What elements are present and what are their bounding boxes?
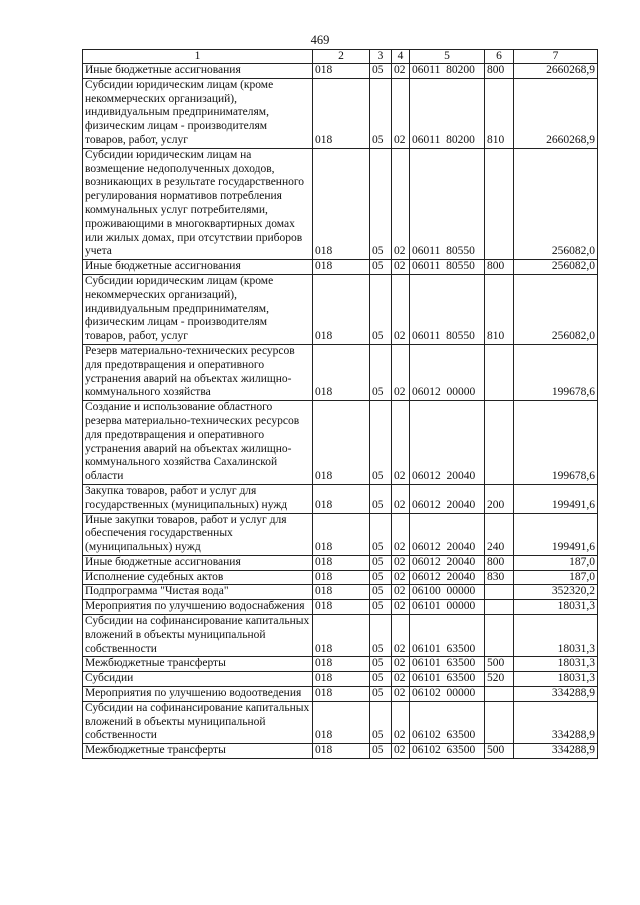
row-admin-code: 018 [313,672,370,687]
row-section: 05 [370,148,392,259]
row-section: 05 [370,274,392,344]
row-target-article: 06101 00000 [410,600,485,615]
table-row [83,260,598,275]
row-expense-type: 240 [485,513,514,555]
row-section: 05 [370,615,392,657]
row-expense-type [485,401,514,485]
row-subsection: 02 [392,555,410,570]
header-cell: 4 [392,50,410,64]
header-row [83,50,598,64]
table-row [83,484,598,513]
row-expense-type [485,148,514,259]
row-admin-code: 018 [313,64,370,79]
row-section: 05 [370,600,392,615]
table-row [83,672,598,687]
row-amount: 334288,9 [514,701,598,743]
row-subsection: 02 [392,484,410,513]
row-expense-type: 830 [485,570,514,585]
row-section: 05 [370,260,392,275]
row-expense-type [485,344,514,400]
header-cell: 7 [514,50,598,64]
row-name: Закупка товаров, работ и услуг для государственных (муниципальных) нужд [83,484,313,513]
row-admin-code: 018 [313,687,370,702]
row-expense-type: 810 [485,78,514,148]
table-row [83,513,598,555]
row-subsection: 02 [392,344,410,400]
header-cell: 5 [410,50,485,64]
row-admin-code: 018 [313,555,370,570]
row-admin-code: 018 [313,744,370,759]
row-target-article: 06012 00000 [410,344,485,400]
row-admin-code: 018 [313,600,370,615]
row-subsection: 02 [392,600,410,615]
row-expense-type [485,585,514,600]
row-name: Субсидии юридическим лицам (кроме некоммерческих организаций), индивидуальным предпринимателям, физическим лицам - производителям товаров, работ, услуг [83,78,313,148]
row-expense-type [485,687,514,702]
row-name: Субсидии юридическим лицам на возмещение недополученных доходов, возникающих в результате государственного регулирования нормативов потребления коммунальных услуг потребителями, проживающими в многоквартирных домах или жилых домах, при отсутствии приборов учета [83,148,313,259]
table-row [83,344,598,400]
row-target-article: 06011 80550 [410,260,485,275]
row-name: Межбюджетные трансферты [83,657,313,672]
row-target-article: 06102 63500 [410,701,485,743]
row-subsection: 02 [392,615,410,657]
row-target-article: 06012 20040 [410,513,485,555]
row-subsection: 02 [392,657,410,672]
row-section: 05 [370,687,392,702]
row-admin-code: 018 [313,401,370,485]
table-row [83,148,598,259]
table-row [83,615,598,657]
row-expense-type: 500 [485,744,514,759]
table-row [83,600,598,615]
row-name: Иные бюджетные ассигнования [83,260,313,275]
row-name: Иные бюджетные ассигнования [83,64,313,79]
row-subsection: 02 [392,570,410,585]
row-amount: 334288,9 [514,687,598,702]
row-target-article: 06012 20040 [410,570,485,585]
row-name: Мероприятия по улучшению водоснабжения [83,600,313,615]
table-row [83,701,598,743]
budget-table [82,49,598,759]
row-target-article: 06101 63500 [410,657,485,672]
row-amount: 187,0 [514,555,598,570]
row-section: 05 [370,484,392,513]
row-target-article: 06011 80200 [410,64,485,79]
row-target-article: 06011 80200 [410,78,485,148]
row-name: Мероприятия по улучшению водоотведения [83,687,313,702]
row-target-article: 06011 80550 [410,274,485,344]
row-amount: 2660268,9 [514,64,598,79]
row-target-article: 06011 80550 [410,148,485,259]
row-expense-type: 800 [485,555,514,570]
row-admin-code: 018 [313,570,370,585]
row-target-article: 06102 63500 [410,744,485,759]
row-name: Иные закупки товаров, работ и услуг для обеспечения государственных (муниципальных) нужд [83,513,313,555]
table-row [83,657,598,672]
row-name: Субсидии на софинансирование капитальных вложений в объекты муниципальной собственности [83,701,313,743]
row-amount: 352320,2 [514,585,598,600]
row-amount: 18031,3 [514,600,598,615]
row-admin-code: 018 [313,148,370,259]
row-subsection: 02 [392,701,410,743]
row-expense-type: 500 [485,657,514,672]
row-amount: 256082,0 [514,274,598,344]
header-cell: 2 [313,50,370,64]
row-amount: 199491,6 [514,513,598,555]
row-section: 05 [370,701,392,743]
table-row [83,64,598,79]
row-target-article: 06012 20040 [410,484,485,513]
row-subsection: 02 [392,148,410,259]
row-subsection: 02 [392,78,410,148]
row-admin-code: 018 [313,701,370,743]
row-admin-code: 018 [313,484,370,513]
row-admin-code: 018 [313,513,370,555]
row-section: 05 [370,401,392,485]
row-section: 05 [370,344,392,400]
row-subsection: 02 [392,274,410,344]
row-name: Исполнение судебных актов [83,570,313,585]
header-cell: 3 [370,50,392,64]
row-amount: 2660268,9 [514,78,598,148]
row-section: 05 [370,585,392,600]
row-target-article: 06012 20040 [410,401,485,485]
header-cell: 1 [83,50,313,64]
row-amount: 199678,6 [514,401,598,485]
row-target-article: 06012 20040 [410,555,485,570]
row-target-article: 06100 00000 [410,585,485,600]
row-target-article: 06101 63500 [410,672,485,687]
row-target-article: 06102 00000 [410,687,485,702]
table-row [83,78,598,148]
row-amount: 199491,6 [514,484,598,513]
row-section: 05 [370,672,392,687]
row-admin-code: 018 [313,657,370,672]
row-section: 05 [370,64,392,79]
row-subsection: 02 [392,672,410,687]
row-name: Подпрограмма "Чистая вода" [83,585,313,600]
row-section: 05 [370,570,392,585]
row-subsection: 02 [392,513,410,555]
row-name: Создание и использование областного резерва материально-технических ресурсов для предотвращения и оперативного устранения аварий на объектах жилищно-коммунального хозяйства Сахалинской области [83,401,313,485]
row-amount: 187,0 [514,570,598,585]
row-section: 05 [370,555,392,570]
row-expense-type: 800 [485,64,514,79]
row-amount: 256082,0 [514,260,598,275]
row-section: 05 [370,78,392,148]
row-expense-type: 200 [485,484,514,513]
row-name: Резерв материально-технических ресурсов для предотвращения и оперативного устранения аварий на объектах жилищно-коммунального хозяйства [83,344,313,400]
row-name: Субсидии юридическим лицам (кроме некоммерческих организаций), индивидуальным предпринимателям, физическим лицам - производителям товаров, работ, услуг [83,274,313,344]
row-target-article: 06101 63500 [410,615,485,657]
row-expense-type [485,600,514,615]
table-row [83,401,598,485]
header-cell: 6 [485,50,514,64]
row-amount: 256082,0 [514,148,598,259]
row-section: 05 [370,513,392,555]
row-amount: 18031,3 [514,672,598,687]
row-admin-code: 018 [313,78,370,148]
row-amount: 18031,3 [514,615,598,657]
page-number: 469 [310,33,330,47]
row-name: Межбюджетные трансферты [83,744,313,759]
row-admin-code: 018 [313,585,370,600]
row-section: 05 [370,744,392,759]
row-name: Иные бюджетные ассигнования [83,555,313,570]
row-expense-type [485,615,514,657]
row-name: Субсидии на софинансирование капитальных вложений в объекты муниципальной собственности [83,615,313,657]
row-expense-type: 810 [485,274,514,344]
row-subsection: 02 [392,687,410,702]
row-amount: 18031,3 [514,657,598,672]
row-section: 05 [370,657,392,672]
row-subsection: 02 [392,585,410,600]
table-row [83,555,598,570]
table-row [83,687,598,702]
table-row [83,585,598,600]
row-name: Субсидии [83,672,313,687]
row-amount: 199678,6 [514,344,598,400]
row-admin-code: 018 [313,274,370,344]
row-admin-code: 018 [313,344,370,400]
row-expense-type: 520 [485,672,514,687]
row-subsection: 02 [392,260,410,275]
row-subsection: 02 [392,64,410,79]
table-row [83,570,598,585]
row-admin-code: 018 [313,260,370,275]
table-row [83,744,598,759]
row-subsection: 02 [392,744,410,759]
table-row [83,274,598,344]
row-expense-type [485,701,514,743]
row-admin-code: 018 [313,615,370,657]
row-expense-type: 800 [485,260,514,275]
row-amount: 334288,9 [514,744,598,759]
row-subsection: 02 [392,401,410,485]
